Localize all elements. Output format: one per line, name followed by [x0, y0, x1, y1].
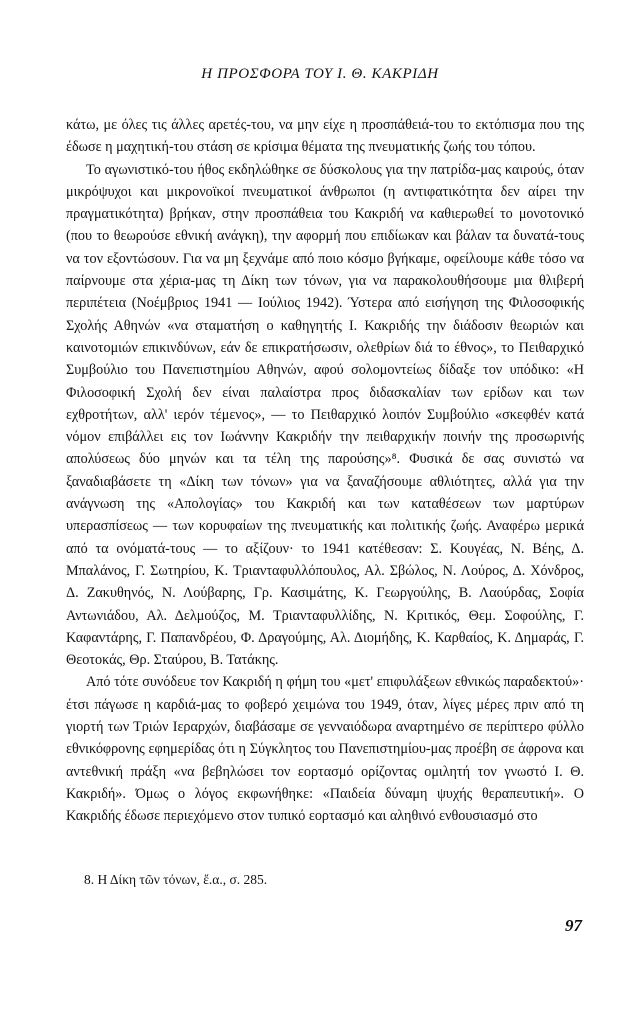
paragraph: Το αγωνιστικό-του ήθος εκδηλώθηκε σε δύσκολους για την πατρίδα-μας καιρούς, όταν μικρόψυχοι και μικρονοϊκοί πνευματικοί άνθρωποι (η αντιφατικότητα δεν αίρει την πραγματικότητα) βρήκαν, στην προσπάθεια του Κακριδή να καθιερωθεί το μονοτονικό (που το θεωρούσε εθνική ανάγκη), την αφορμή που επιδίωκαν και βάλαν τα δυνατά-τους να τον εξοντώσουν. Για να μη ξεχνάμε από ποιο κόσμο βγήκαμε, οφείλουμε κάθε τόσο να παίρνουμε στα χέρια-μας τη Δίκη των τόνων, για να παρακολουθήσουμε μια θλιβερή περιπέτεια (Νοέμβριος 1941 — Ιούλιος 1942). Ύστερα από εισήγηση της Φιλοσοφικής Σχολής Αθηνών «να σταματήση ο καθηγητής Ι. Κακριδής την διάδοσιν θεωριών και καινοτομιών επικινδύνων, εάν δε επικρατήσωσιν, ολεθρίων διά το έθνος», το Πειθαρχικό Συμβούλιο του Πανεπιστημίου Αθηνών, αφού σολομοντείως δίδαξε τον υπόδικο: «Η Φιλοσοφική Σχολή δεν είναι παλαίστρα προς διδασκαλίαν των ερίδων και των εχθροτήτων, αλλ' ιερόν τέμενος», — το Πειθαρχικό λοιπόν Συμβούλιο «σκεφθέν κατά νόμον επιβάλλει εις τον Ιωάννην Κακριδήν την πειθαρχικήν ποινήν της προσωρινής απολύσεως δύο μηνών και τα τέλη της παρούσης»⁸. Φυσικά δε σας συνιστώ να ξαναδιαβάσετε τη «Δίκη των τόνων» για να ξαναζήσουμε αθλιότητες, αλλά για την ανάγνωση της «Απολογίας» του Κακριδή και των καταθέσεων των μαρτύρων υπερασπίσεως — των κορυφαίων της πνευματικής και πολιτικής ζωής. Αναφέρω μερικά από τα ονόματά-τους — το αξίζουν· το 1941 κατέθεσαν: Σ. Κουγέας, Ν. Βέης, Δ. Μπαλάνος, Γ. Σωτηρίου, Κ. Τριανταφυλλόπουλος, Αλ. Σβώλος, Ν. Λούρος, Δ. Χόνδρος, Δ. Ζακυθηνός, Ν. Λούβαρης, Γρ. Κασιμάτης, Κ. Γεωργούλης, Β. Λαούρδας, Σοφία Αντωνιάδου, Αλ. Δελμούζος, Μ. Τριανταφυλλίδης, Ν. Κριτικός, Θεμ. Σοφούλης, Γ. Καφαντάρης, Γ. Παπανδρέου, Φ. Δραγούμης, Αλ. Διομήδης, Κ. Καρθαίος, Κ. Δημαράς, Γ. Θεοτοκάς, Θρ. Σταύρου, Β. Τατάκης.	[66, 161, 584, 669]
paragraph: Από τότε συνόδευε τον Κακριδή η φήμη του «μετ' επιφυλάξεων εθνικώς παραδεκτού»· έτσι πάγωσε η καρδιά-μας το φοβερό χειμώνα του 1949, όταν, λίγες μέρες πριν από τη γιορτή των Τριών Ιεραρχών, διαβάσαμε σε γενναιόδωρα αναρτημένο σε περίπτερο φύλλο εθνικόφρονης εφημερίδας ότι η Σύγκλητος του Πανεπιστημίου-μας προέβη σε άφρονα και αντεθνική πράξη «να βεβηλώσει τον εορτασμό ορίζοντας ομιλητή τον γνωστό Ι. Θ. Κακριδή». Όμως ο λόγος εκφωνήθηκε: «Παιδεία δύναμη ψυχής θεραπευτική». Ο Κακριδής έδωσε περιεχόμενο στον τυπικό εορτασμό και αληθινό ενθουσιασμό στο	[66, 674, 584, 825]
footnote: 8. Η Δίκη τῶν τόνων, ἔ.α., σ. 285.	[84, 872, 268, 887]
body-text	[66, 114, 584, 828]
paragraph-continued: κάτω, με όλες τις άλλες αρετές-του, να μην είχε η προσπάθειά-του το εκτόπισμα που της έδωσε η μαχητική-του στάση σε κρίσιμα θέματα της πνευματικής ζωής του τόπου.	[66, 117, 584, 156]
running-head: Η ΠΡΟΣΦΟΡΑ ΤΟΥ Ι. Θ. ΚΑΚΡΙΔΗ	[201, 66, 439, 82]
page-number: 97	[565, 916, 582, 935]
